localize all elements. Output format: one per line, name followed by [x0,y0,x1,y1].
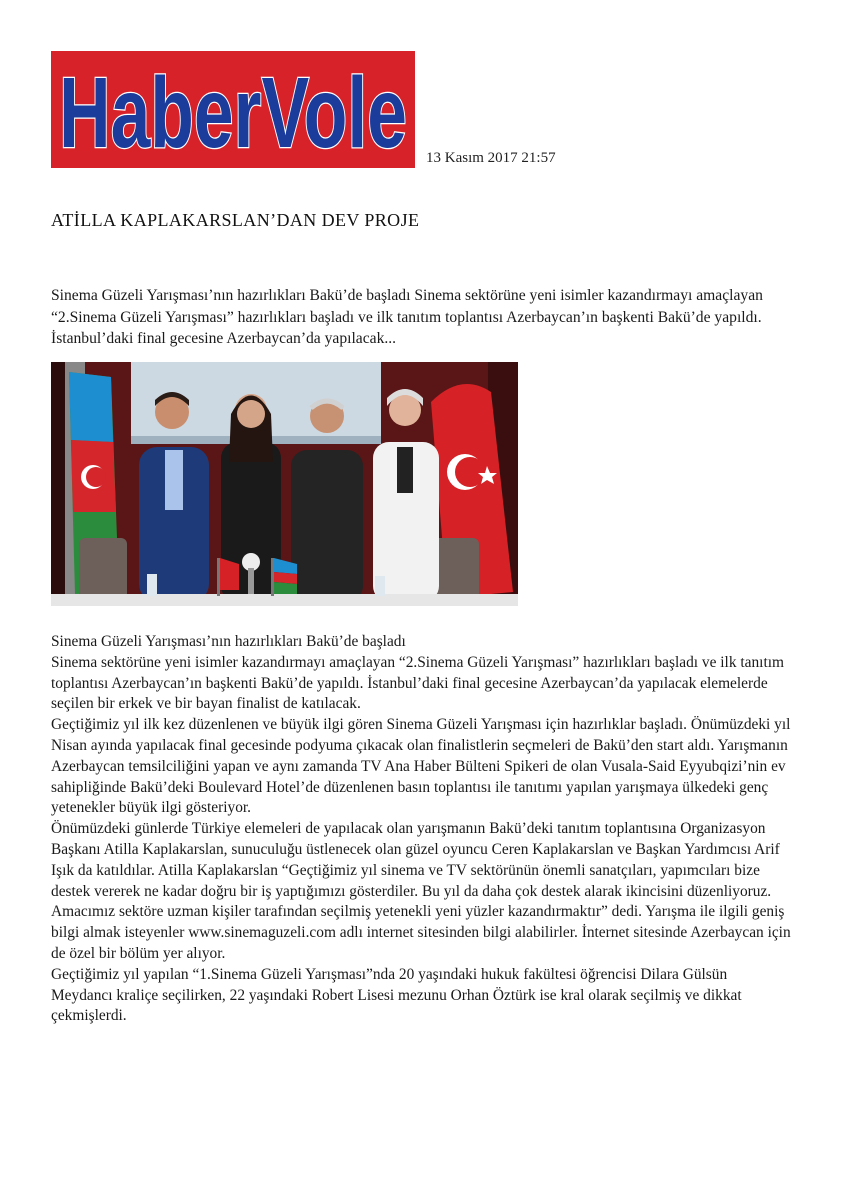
article-paragraph: Sinema sektörüne yeni isimler kazandırmayı amaçlayan “2.Sinema Güzeli Yarışması” hazırlıkları başladı ve ilk tanıtım toplantısı Azerbaycan’ın başkenti Bakü’de yapıldı. İstanbul’daki final gecesine Azerbaycan’da yapılacak elemelerde seçilen bir erkek ve bir bayan finalist de katılacak. [51,653,784,713]
article-body [51,632,791,1027]
article-photo [51,362,518,606]
article-paragraph: Geçtiğimiz yıl yapılan “1.Sinema Güzeli Yarışması”nda 20 yaşındaki hukuk fakültesi öğrencisi Dilara Gülsün Meydancı kraliçe seçilirken, 22 yaşındaki Robert Lisesi mezunu Orhan Öztürk ise kral olarak seçilmiş ve dikkat çekmişlerdi. [51,965,742,1025]
article-paragraph: Sinema Güzeli Yarışması’nın hazırlıkları Bakü’de başladı [51,633,406,650]
article-paragraph: Önümüzdeki günlerde Türkiye elemeleri de yapılacak olan yarışmanın Bakü’deki tanıtım toplantısına Organizasyon Başkanı Atilla Kaplakarslan, sunuculuğu üstlenecek olan güzel oyuncu Ceren Kaplakarslan ve Başkan Yardımcısı Arif Işık da katıldılar. Atilla Kaplakarslan “Geçtiğimiz yıl sinema ve TV sektörünün önemli sanatçıları, yapımcıları bize destek vererek ne kadar doğru bir iş yaptığımızı gösterdiler. Bu yıl da daha çok destek alarak ikincisini düzenliyoruz. Amacımız sektöre uzman kişiler tarafından seçilmiş yetenekli yeni yüzler kazandırmaktır” dedi. Yarışma ile ilgili geniş bilgi almak isteyenler www.sinemaguzeli.com adlı internet sitesinden bilgi alabilirler. İnternet sitesinde Azerbaycan için de özel bir bölüm yer alıyor. [51,820,791,962]
article-lead: Sinema Güzeli Yarışması’nın hazırlıkları Bakü’de başladı Sinema sektörüne yeni isimler kazandırmayı amaçlayan “2.Sinema Güzeli Yarışması” hazırlıkları başladı ve ilk tanıtım toplantısı Azerbaycan’ın başkenti Bakü’de yapıldı. İstanbul’daki final gecesine Azerbaycan’da yapılacak... [51,287,763,347]
habervole-logo [51,51,415,168]
logo-text: HaberVole [59,57,407,168]
article-date: 13 Kasım 2017 21:57 [426,150,556,166]
article-title: ATİLLA KAPLAKARSLAN’DAN DEV PROJE [51,210,420,230]
article-paragraph: Geçtiğimiz yıl ilk kez düzenlenen ve büyük ilgi gören Sinema Güzeli Yarışması için hazırlıklar başladı. Önümüzdeki yıl Nisan ayında yapılacak final gecesinde podyuma çıkacak olan finalistlerin seçmeleri de Bakü’den start aldı. Yarışmanın Azerbaycan temsilciliğini yapan ve aynı zamanda TV Ana Haber Bülteni Spikeri de olan Vusala-Said Eyyubqizi’nin ev sahipliğinde Bakü’deki Boulevard Hotel’de düzenlenen basın toplantısı ile tanıtımı yapılan yarışmaya ülkedeki genç yetenekler büyük ilgi gösteriyor. [51,716,791,817]
